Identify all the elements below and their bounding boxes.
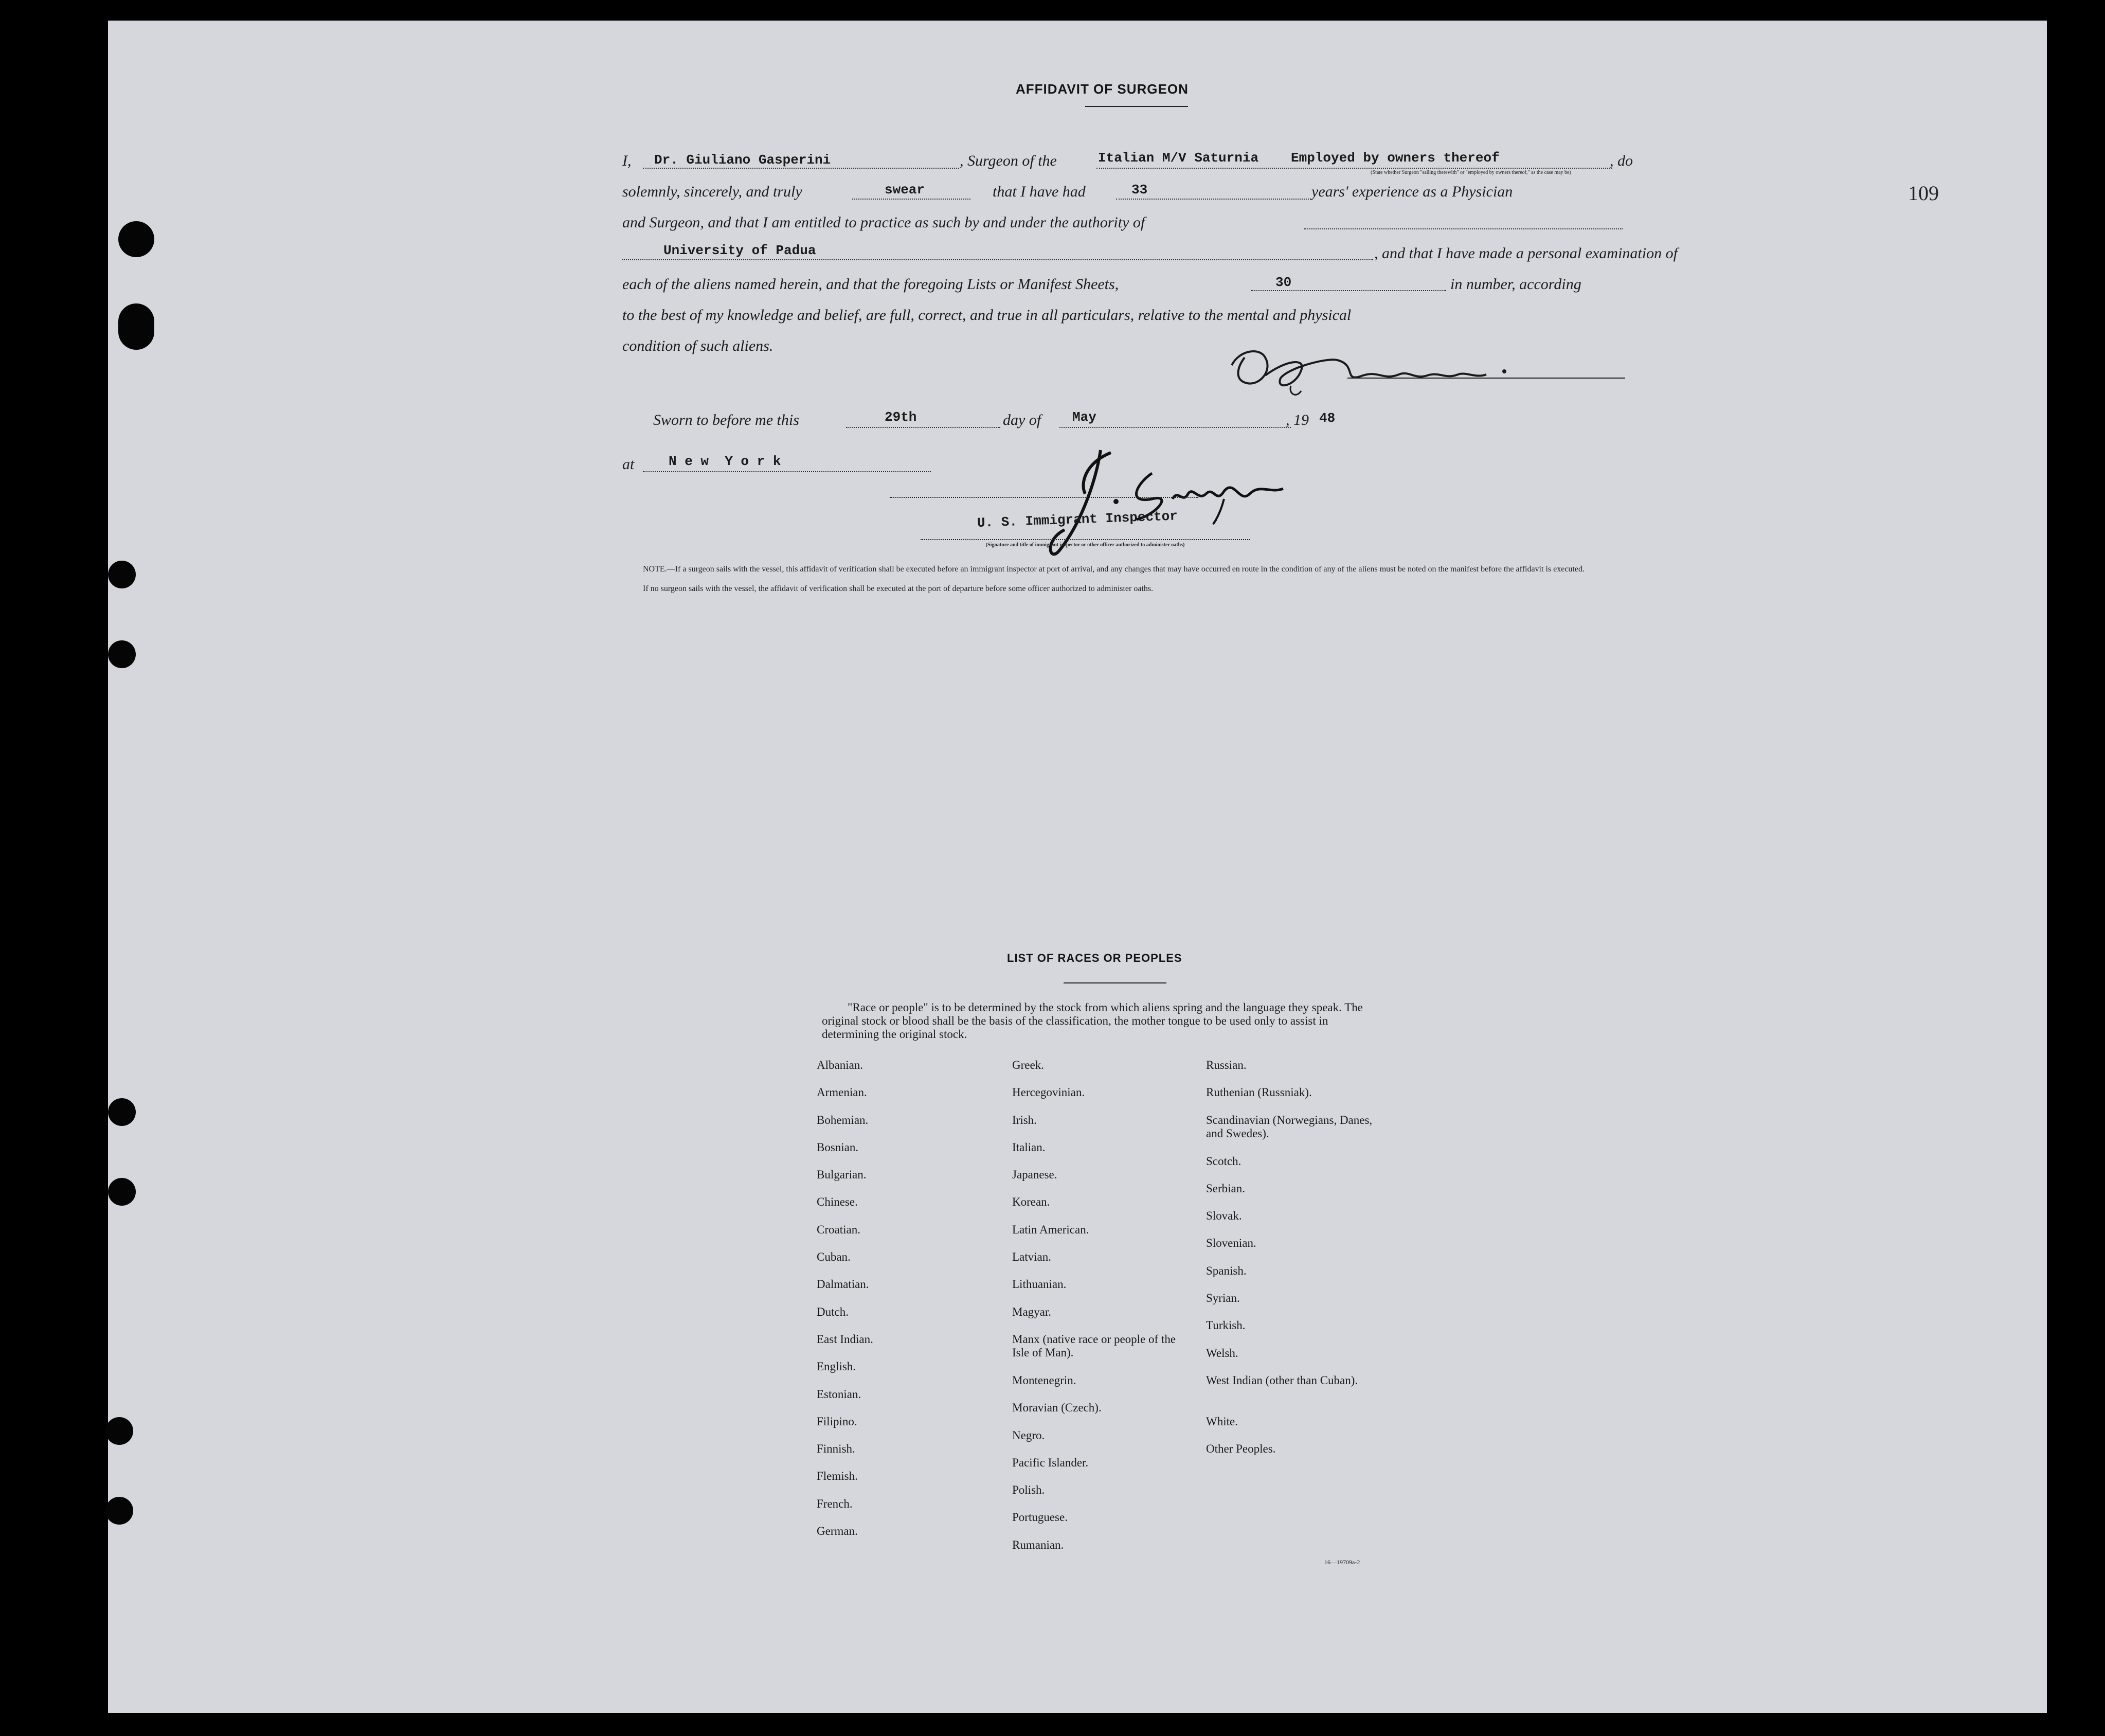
affidavit-text: at [622, 456, 635, 473]
race-item: Turkish. [1206, 1319, 1246, 1332]
employment-hint: (State whether Surgeon "sailing therewith" or "employed by owners thereof," as the case may be) [1371, 170, 1571, 175]
caption-line [921, 539, 1250, 540]
page-number: 109 [1908, 182, 1939, 205]
races-column-1 [817, 1059, 992, 1552]
races-title-underline [1064, 982, 1166, 983]
vessel-name: Italian M/V Saturnia [1098, 150, 1259, 166]
race-item: Korean. [1012, 1195, 1050, 1209]
race-item: Moravian (Czech). [1012, 1401, 1102, 1415]
races-title: LIST OF RACES OR PEOPLES [1007, 952, 1182, 964]
race-item: Dutch. [817, 1305, 849, 1318]
binder-hole [108, 640, 136, 668]
race-item: West Indian (other than Cuban). [1206, 1373, 1358, 1387]
race-item: Croatian. [817, 1223, 860, 1236]
affidavit-title: AFFIDAVIT OF SURGEON [1016, 81, 1189, 97]
affidavit-text: that I have had [993, 183, 1086, 200]
race-item: Negro. [1012, 1428, 1045, 1442]
race-item: Greek. [1012, 1059, 1044, 1071]
surgeon-name: Dr. Giuliano Gasperini [654, 152, 831, 168]
affidavit-text: and Surgeon, and that I am entitled to practice as such by and under the authority of [622, 214, 1145, 231]
race-item: Slovak. [1206, 1209, 1242, 1223]
race-item: Japanese. [1012, 1168, 1057, 1182]
binder-tab [118, 303, 154, 350]
race-item: Manx (native race or people of the Isle of Man). [1012, 1332, 1176, 1359]
blank-line [1304, 228, 1623, 229]
blank-line [1096, 168, 1612, 169]
race-item: Scotch. [1206, 1154, 1242, 1168]
affidavit-text: day of [1003, 411, 1041, 428]
race-item: Pacific Islander. [1012, 1456, 1089, 1469]
binder-hole [105, 1417, 133, 1445]
binder-hole [108, 1098, 136, 1126]
affidavit-text: each of the aliens named herein, and that the foregoing Lists or Manifest Sheets, [622, 276, 1119, 293]
affidavit-text: I, [622, 152, 632, 169]
blank-line [1116, 199, 1309, 200]
authority: University of Padua [663, 243, 816, 258]
inspector-signature-line [890, 497, 1198, 498]
race-item: Scandinavian (Norwegians, Danes, and Swedes). [1206, 1113, 1373, 1140]
race-item: Syrian. [1206, 1292, 1240, 1305]
race-item: Dalmatian. [817, 1278, 869, 1291]
form-code: 16—19709a-2 [1324, 1559, 1360, 1566]
race-item: Filipino. [817, 1415, 857, 1428]
race-item: Cuban. [817, 1250, 851, 1264]
race-item: Irish. [1012, 1113, 1037, 1126]
blank-line [643, 471, 931, 472]
affidavit-text: condition of such aliens. [622, 337, 773, 354]
inspector-title: U. S. Immigrant Inspector [977, 508, 1178, 531]
blank-line [1059, 427, 1291, 428]
binder-hole [108, 561, 136, 588]
race-item: Bosnian. [817, 1140, 859, 1154]
race-item: Latin American. [1012, 1223, 1089, 1236]
title-underline [1085, 106, 1188, 107]
race-item: German. [817, 1525, 858, 1538]
race-item: Estonian. [817, 1387, 861, 1401]
race-item: Serbian. [1206, 1182, 1246, 1195]
race-item: Latvian. [1012, 1250, 1051, 1264]
races-column-3 [1206, 1059, 1381, 1470]
race-item: Welsh. [1206, 1346, 1238, 1359]
race-item: Italian. [1012, 1140, 1046, 1154]
affidavit-text: in number, according [1450, 276, 1581, 293]
affidavit-text: to the best of my knowledge and belief, are full, correct, and true in all particulars, relative to the mental and physical [622, 307, 1352, 324]
race-item: Other Peoples. [1206, 1442, 1276, 1456]
blank-line [1251, 290, 1446, 291]
race-item: Ruthenian (Russniak). [1206, 1086, 1312, 1099]
race-item: Bulgarian. [817, 1168, 867, 1182]
blank-line [846, 427, 1000, 428]
sworn-day: 29th [885, 409, 917, 425]
race-item: French. [817, 1497, 853, 1510]
binder-hole [105, 1497, 133, 1525]
race-item: Russian. [1206, 1059, 1247, 1071]
race-item: Magyar. [1012, 1305, 1052, 1318]
race-item: Armenian. [817, 1086, 867, 1099]
affidavit-text: , Surgeon of the [960, 152, 1057, 169]
race-item: Albanian. [817, 1059, 863, 1071]
note-2: If no surgeon sails with the vessel, the affidavit of verification shall be executed at the port of departure before some officer authorized to administer oaths. [643, 584, 1154, 593]
race-item: Portuguese. [1012, 1511, 1068, 1524]
manifest-sheet-count: 30 [1275, 275, 1292, 290]
employment-status: Employed by owners thereof [1291, 150, 1500, 166]
race-item: Finnish. [817, 1442, 855, 1456]
binder-tab [118, 221, 154, 257]
document-page [108, 21, 2047, 1713]
race-item: Rumanian. [1012, 1538, 1064, 1551]
race-item: Polish. [1012, 1483, 1045, 1497]
oath-type: swear [885, 182, 925, 198]
race-item: Slovenian. [1206, 1237, 1256, 1250]
race-item: Spanish. [1206, 1264, 1247, 1277]
affidavit-text: , do [1610, 152, 1633, 169]
race-item: Lithuanian. [1012, 1278, 1067, 1291]
affidavit-text: years' experience as a Physician [1311, 183, 1513, 200]
note-1: NOTE.—If a surgeon sails with the vessel, this affidavit of verification shall be executed before an immigrant inspector at port of arrival, and any changes that may have occurred en route in the condition of any of the aliens must be noted on the manifest before the affidavit is executed. [643, 565, 1585, 574]
affidavit-text: , 19 [1286, 411, 1309, 428]
races-column-2 [1012, 1059, 1187, 1566]
race-item: Hercegovinian. [1012, 1086, 1085, 1099]
years-experience: 33 [1131, 182, 1148, 198]
race-item: Flemish. [817, 1470, 858, 1483]
sworn-year: 48 [1319, 410, 1336, 426]
surgeon-signature-line [1347, 378, 1625, 379]
blank-line [622, 259, 1373, 260]
race-item: Chinese. [817, 1195, 858, 1209]
sworn-month: May [1072, 409, 1096, 425]
race-item: White. [1206, 1415, 1238, 1428]
surgeon-signature [1224, 329, 1635, 401]
affidavit-text: Sworn to before me this [653, 411, 799, 428]
blank-line [852, 199, 970, 200]
race-item: Montenegrin. [1012, 1373, 1076, 1387]
binder-hole [108, 1178, 136, 1206]
races-intro: "Race or people" is to be determined by the stock from which aliens spring and the language they speak. The original stock or blood shall be the basis of the classification, the mother tongue to be used only to assist in determining the original stock. [822, 1001, 1363, 1041]
affidavit-text: solemnly, sincerely, and truly [622, 183, 802, 200]
race-item: East Indian. [817, 1332, 873, 1346]
blank-line [643, 168, 959, 169]
race-item: Bohemian. [817, 1113, 869, 1126]
affidavit-text: , and that I have made a personal examination of [1374, 245, 1678, 262]
sworn-place: N e w Y o r k [669, 454, 781, 469]
signature-caption: (Signature and title of immigrant inspector or other officer authorized to administer oaths) [985, 542, 1185, 548]
race-item: English. [817, 1360, 856, 1373]
